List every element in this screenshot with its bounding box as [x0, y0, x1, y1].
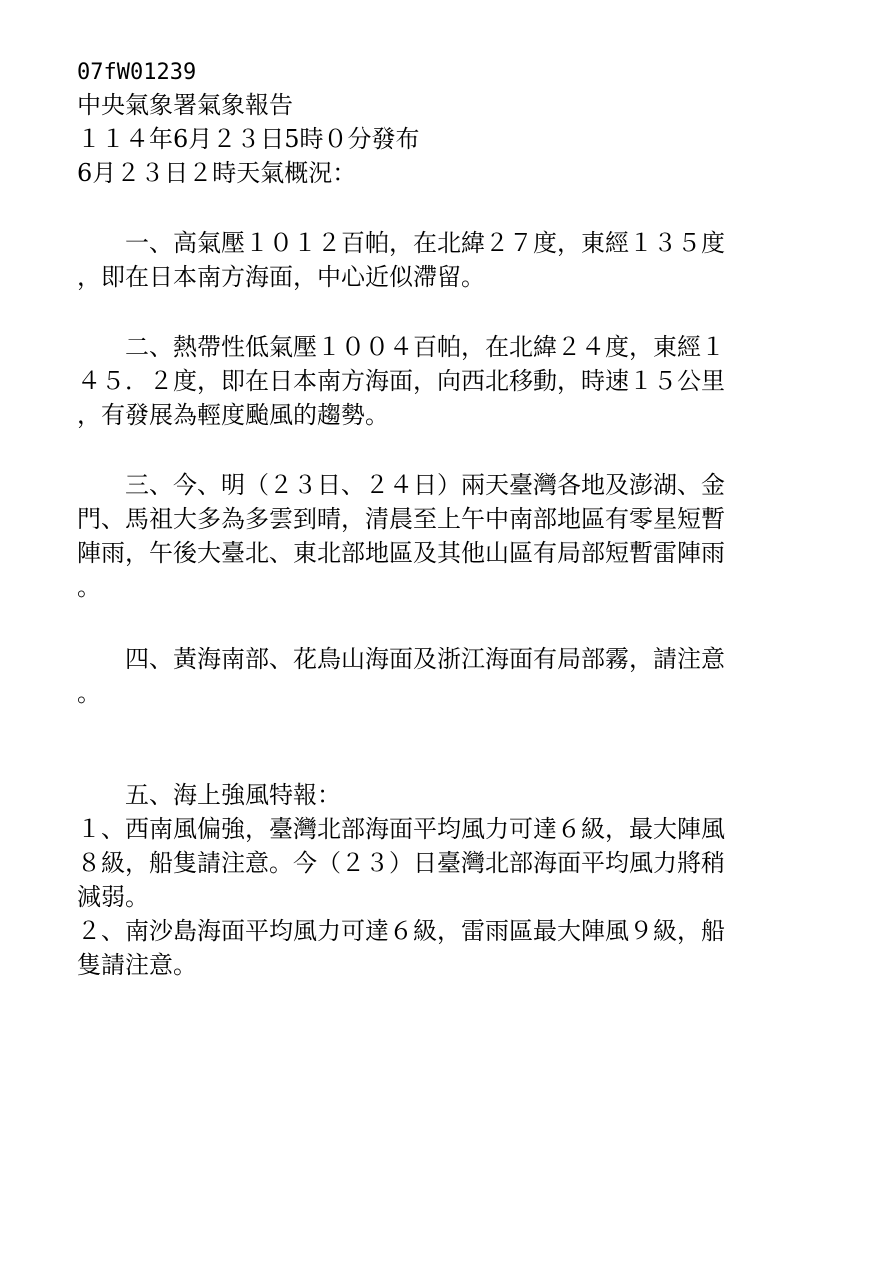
item-5-line-6: 隻請注意。	[77, 951, 197, 979]
item-2-line-2: ４５．２度，即在日本南方海面，向西北移動，時速１５公里	[77, 367, 725, 395]
agency-title: 中央氣象署氣象報告	[77, 91, 293, 119]
item-3-line-2: 門、馬祖大多為多雲到晴，清晨至上午中南部地區有零星短暫	[77, 505, 725, 533]
item-5-line-1: 五、海上強風特報：	[77, 781, 341, 809]
item-4-line-1: 四、黃海南部、花鳥山海面及浙江海面有局部霧，請注意	[77, 645, 725, 673]
item-5-line-4: 減弱。	[77, 883, 149, 911]
issue-time: １１４年6月２３日5時０分發布	[77, 125, 420, 153]
item-5-line-2: １、西南風偏強，臺灣北部海面平均風力可達６級，最大陣風	[77, 815, 725, 843]
item-3-line-1: 三、今、明（２３日、２４日）兩天臺灣各地及澎湖、金	[77, 471, 725, 499]
item-5-line-3: ８級，船隻請注意。今（２３）日臺灣北部海面平均風力將稍	[77, 849, 725, 877]
item-1-line-1: 一、高氣壓１０１２百帕，在北緯２７度，東經１３５度	[77, 229, 725, 257]
item-2-line-1: 二、熱帶性低氣壓１００４百帕，在北緯２４度，東經１	[77, 333, 725, 361]
document-code: 07fW01239	[77, 60, 197, 85]
item-3-line-3: 陣雨，午後大臺北、東北部地區及其他山區有局部短暫雷陣雨	[77, 539, 725, 567]
item-1-line-2: ，即在日本南方海面，中心近似滯留。	[77, 263, 485, 291]
item-4-line-2: 。	[77, 679, 101, 707]
item-2-line-3: ，有發展為輕度颱風的趨勢。	[77, 401, 389, 429]
item-3-line-4: 。	[77, 573, 101, 601]
item-5-line-5: ２、南沙島海面平均風力可達６級，雷雨區最大陣風９級，船	[77, 917, 725, 945]
overview-heading: 6月２３日２時天氣概況：	[77, 159, 357, 187]
